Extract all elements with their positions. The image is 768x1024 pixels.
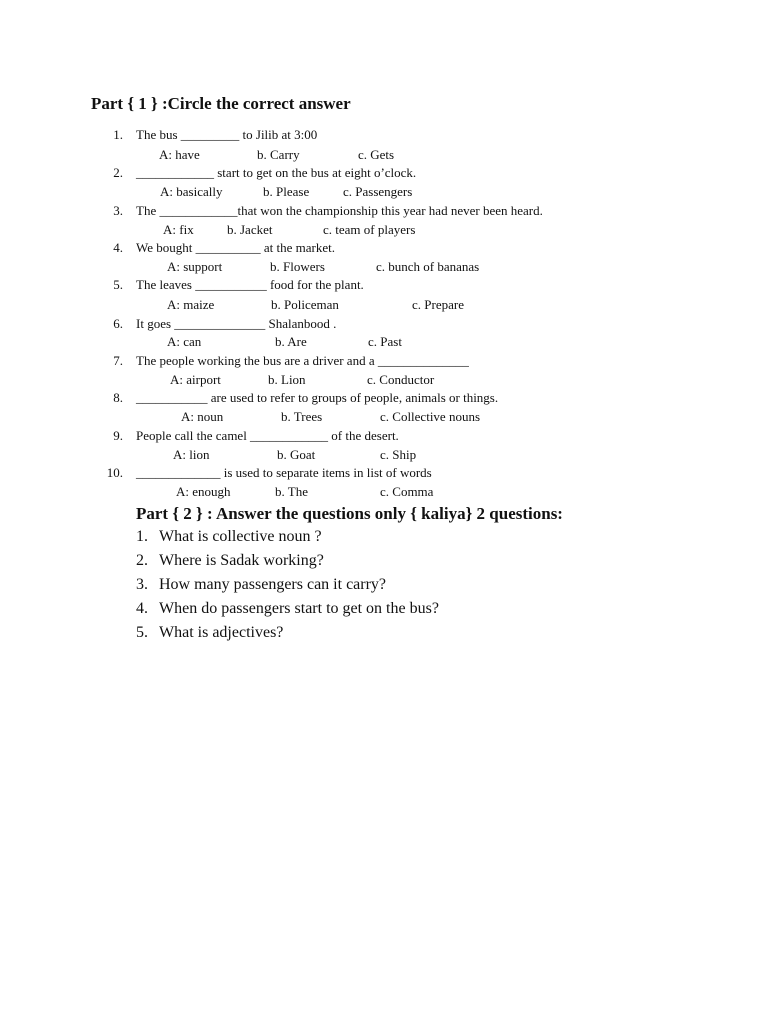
option-b: b. Please: [263, 184, 310, 199]
part2-question-row: [0, 597, 768, 621]
option-a: A: airport: [170, 372, 221, 387]
option-a: A: enough: [176, 484, 231, 499]
question-text: What is adjectives?: [159, 624, 284, 641]
option-b: b. Are: [275, 334, 307, 349]
question-row: [0, 426, 768, 445]
question-number: 9.: [113, 428, 123, 443]
option-b: b. Goat: [277, 447, 316, 462]
option-c: c. Conductor: [367, 372, 435, 387]
question-text: How many passengers can it carry?: [159, 576, 387, 593]
question-text: It goes ______________ Shalanbood .: [136, 316, 337, 331]
option-a: A: maize: [167, 297, 215, 312]
question-number: 4.: [136, 600, 148, 617]
question-text: When do passengers start to get on the bus?: [159, 600, 439, 617]
question-text: _____________ is used to separate items in list of words: [136, 465, 432, 480]
option-c: c. Collective nouns: [380, 409, 481, 424]
question-number: 5.: [136, 624, 148, 641]
option-c: c. Comma: [380, 484, 434, 499]
option-a: A: lion: [173, 447, 210, 462]
question-row: [0, 238, 768, 257]
question-number: 2.: [136, 552, 148, 569]
question-number: 7.: [113, 353, 123, 368]
question-number: 2.: [113, 165, 123, 180]
question-number: 8.: [113, 390, 123, 405]
question-row: [0, 388, 768, 407]
option-c: c. Past: [368, 334, 402, 349]
option-c: c. Passengers: [343, 184, 413, 199]
question-number: 5.: [113, 277, 123, 292]
question-row: [0, 314, 768, 333]
part2-question-row: [0, 549, 768, 573]
part2-question-row: [0, 525, 768, 549]
question-text: The ____________that won the championship this year had never been heard.: [136, 203, 543, 218]
question-text: What is collective noun ?: [159, 528, 322, 545]
option-b: b. Jacket: [227, 222, 273, 237]
question-text: We bought __________ at the market.: [136, 240, 335, 255]
question-row: [0, 201, 768, 220]
question-text: People call the camel ____________ of the desert.: [136, 428, 399, 443]
option-c: c. Gets: [358, 147, 395, 162]
option-b: b. Trees: [281, 409, 323, 424]
question-number: 3.: [113, 203, 123, 218]
question-number: 1.: [136, 528, 148, 545]
question-text: The people working the bus are a driver and a ______________: [136, 353, 469, 368]
question-row: [0, 275, 768, 294]
question-row: [0, 125, 768, 144]
question-number: 10.: [106, 465, 123, 480]
option-a: A: can: [167, 334, 202, 349]
option-c: c. bunch of bananas: [376, 259, 480, 274]
option-c: c. Prepare: [412, 297, 464, 312]
question-number: 3.: [136, 576, 148, 593]
part2-title: Part { 2 } : Answer the questions only { kaliya} 2 questions:: [136, 504, 563, 523]
option-c: c. team of players: [323, 222, 416, 237]
option-c: c. Ship: [380, 447, 417, 462]
question-number: 4.: [113, 240, 123, 255]
part2-question-row: [0, 621, 768, 645]
question-text: ___________ are used to refer to groups of people, animals or things.: [136, 390, 499, 405]
part1-title: Part { 1 } :Circle the correct answer: [91, 94, 351, 113]
question-row: [0, 351, 768, 370]
part2-question-row: [0, 573, 768, 597]
option-b: b. The: [275, 484, 308, 499]
question-number: 1.: [113, 127, 123, 142]
question-text: ____________ start to get on the bus at eight o’clock.: [136, 165, 417, 180]
question-text: The bus _________ to Jilib at 3:00: [136, 127, 318, 142]
option-b: b. Carry: [257, 147, 300, 162]
question-text: Where is Sadak working?: [159, 552, 324, 569]
option-a: A: support: [167, 259, 223, 274]
option-b: b. Lion: [268, 372, 306, 387]
question-row: [0, 463, 768, 482]
option-a: A: basically: [160, 184, 223, 199]
question-text: The leaves ___________ food for the plant.: [136, 277, 364, 292]
option-a: A: noun: [181, 409, 224, 424]
option-a: A: have: [159, 147, 200, 162]
question-row: [0, 163, 768, 182]
option-b: b. Policeman: [271, 297, 339, 312]
option-b: b. Flowers: [270, 259, 325, 274]
question-number: 6.: [113, 316, 123, 331]
option-a: A: fix: [163, 222, 194, 237]
